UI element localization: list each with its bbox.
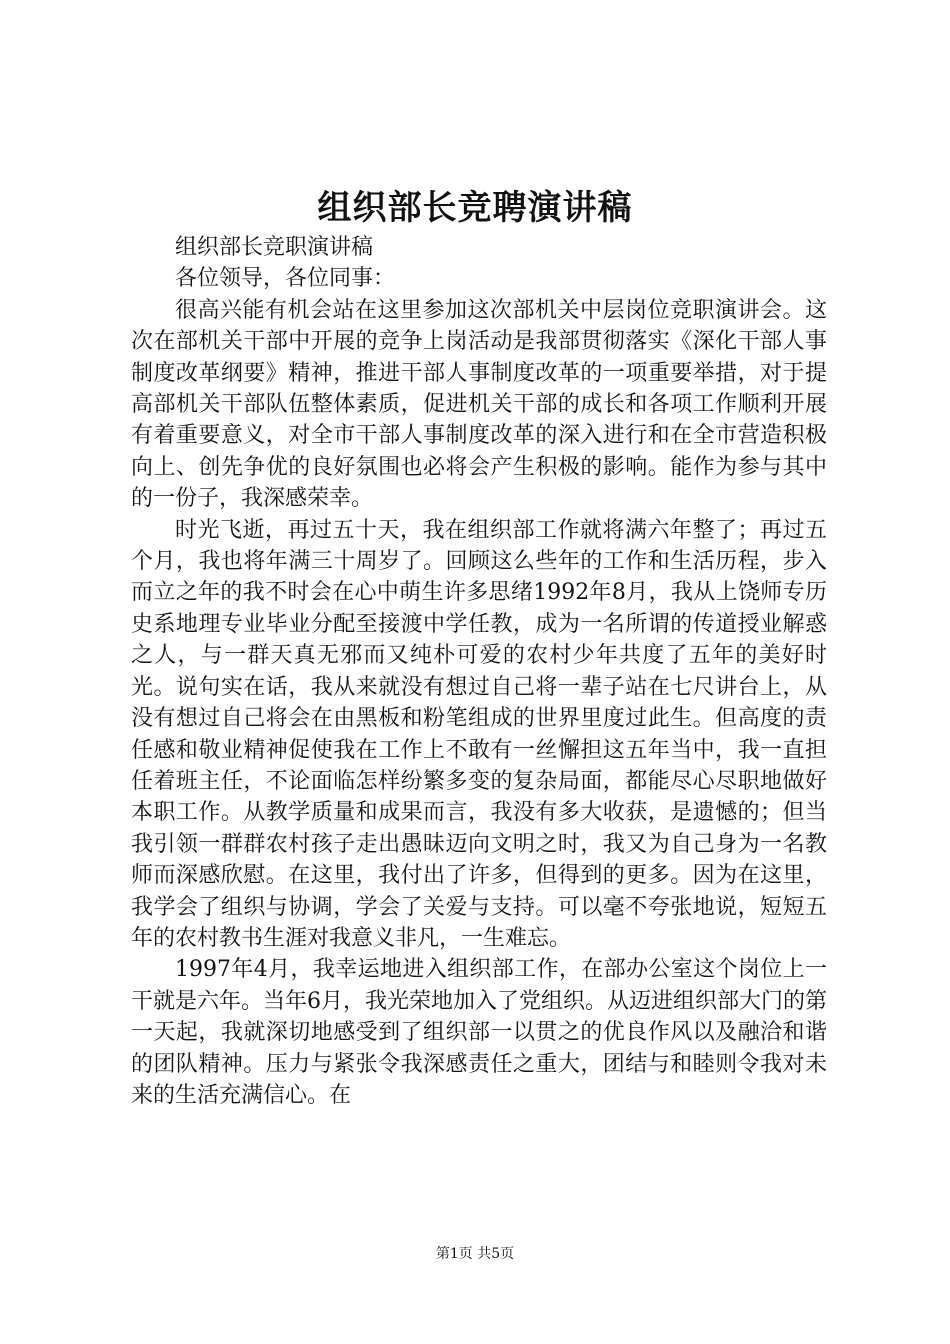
paragraph-organization-work: 1997年4月，我幸运地进入组织部工作，在部办公室这个岗位上一干就是六年。当年6月，我光荣地加入了党组织。从迈进组织部大门的第一天起，我就深切地感受到了组织部一以贯之的优良作风以及融洽和谐的团队精神。压力与紧张令我深感责任之重大，团结与和睦则令我对未来的生活充满信心。在 — [131, 957, 827, 1108]
document-body — [131, 232, 827, 1111]
paragraph-salutation: 各位领导，各位同事： — [175, 266, 396, 292]
page-footer: 第1页 共5页 — [435, 1246, 515, 1262]
paragraph-subtitle: 组织部长竞职演讲稿 — [175, 235, 374, 260]
paragraph-teaching-history: 时光飞逝，再过五十天，我在组织部工作就将满六年整了；再过五个月，我也将年满三十周岁了。回顾这么些年的工作和生活历程，步入而立之年的我不时会在心中萌生许多思绪1992年8月，我从上饶师专历史系地理专业毕业分配至接渡中学任教，成为一名所谓的传道授业解惑之人，与一群天真无邪而又纯朴可爱的农村少年共度了五年的美好时光。说句实在话，我从来就没有想过自己将一辈子站在七尺讲台上，从没有想过自己将会在由黑板和粉笔组成的世界里度过此生。但高度的责任感和敬业精神促使我在工作上不敢有一丝懈担这五年当中，我一直担任着班主任，不论面临怎样纷繁多变的复杂局面，都能尽心尽职地做好本职工作。从教学质量和成果而言，我没有多大收获，是遗憾的；但当我引领一群群农村孩子走出愚昧迈向文明之时，我又为自己身为一名教师而深感欣慰。在这里，我付出了许多，但得到的更多。因为在这里，我学会了组织与协调，学会了关爱与支持。可以毫不夸张地说，短短五年的农村教书生涯对我意义非凡，一生难忘。 — [131, 517, 827, 951]
document-title: 组织部长竞聘演讲稿 — [317, 188, 633, 228]
paragraph-intro: 很高兴能有机会站在这里参加这次部机关中层岗位竞职演讲会。这次在部机关干部中开展的竞争上岗活动是我部贯彻落实《深化干部人事制度改革纲要》精神，推进干部人事制度改革的一项重要举措，对于提高部机关干部队伍整体素质，促进机关干部的成长和各项工作顺利开展有着重要意义，对全市干部人事制度改革的深入进行和在全市营造积极向上、创先争优的良好氛围也必将会产生积极的影响。能作为参与其中的一份子，我深感荣幸。 — [131, 297, 827, 512]
